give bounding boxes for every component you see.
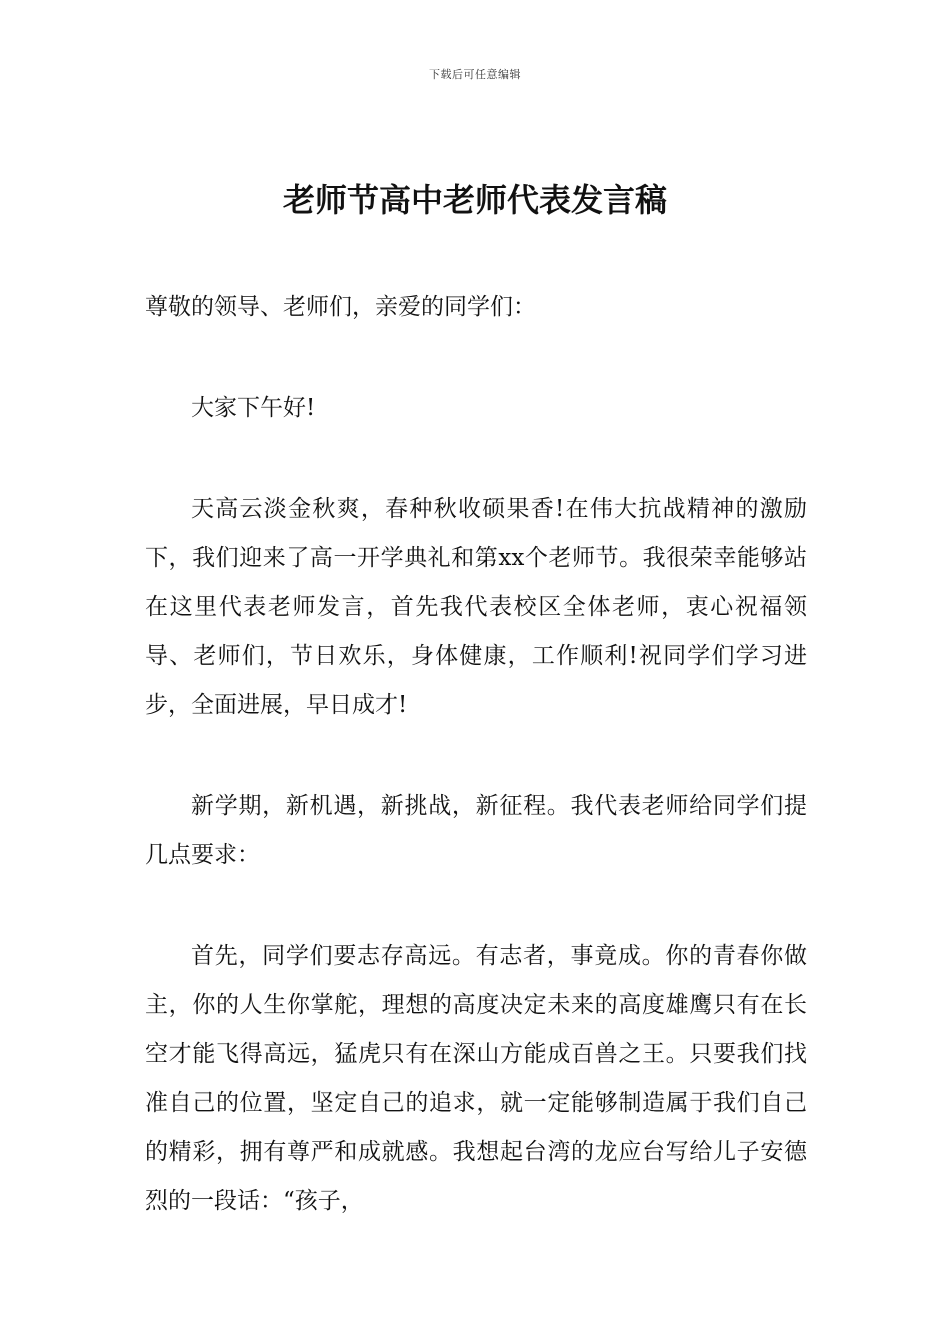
paragraph-first-point: 首先，同学们要志存高远。有志者，事竟成。你的青春你做主，你的人生你掌舵，理想的高度决定未来的高度雄鹰只有在长空才能飞得高远，猛虎只有在深山方能成百兽之王。只要我们找准自己的位置，坚定自己的追求，就一定能够制造属于我们自己的精彩，拥有尊严和成就感。我想起台湾的龙应台写给儿子安德烈的一段话：“孩子， bbox=[145, 943, 807, 1214]
document-body bbox=[145, 283, 807, 1278]
document-title: 老师节高中老师代表发言稿 bbox=[282, 181, 667, 219]
salutation: 尊敬的领导、老师们，亲爱的同学们： bbox=[145, 294, 536, 320]
paragraph-intro: 天高云淡金秋爽，春种秋收硕果香!在伟大抗战精神的激励下，我们迎来了高一开学典礼和第xx个老师节。我很荣幸能够站在这里代表老师发言，首先我代表校区全体老师，衷心祝福领导、老师们，节日欢乐，身体健康，工作顺利!祝同学们学习进步，全面进展，早日成才! bbox=[145, 496, 807, 718]
paragraph-greeting: 大家下午好! bbox=[191, 395, 316, 421]
header-note: 下载后可任意编辑 bbox=[429, 68, 521, 81]
paragraph-requirements: 新学期，新机遇，新挑战，新征程。我代表老师给同学们提几点要求： bbox=[145, 793, 807, 868]
